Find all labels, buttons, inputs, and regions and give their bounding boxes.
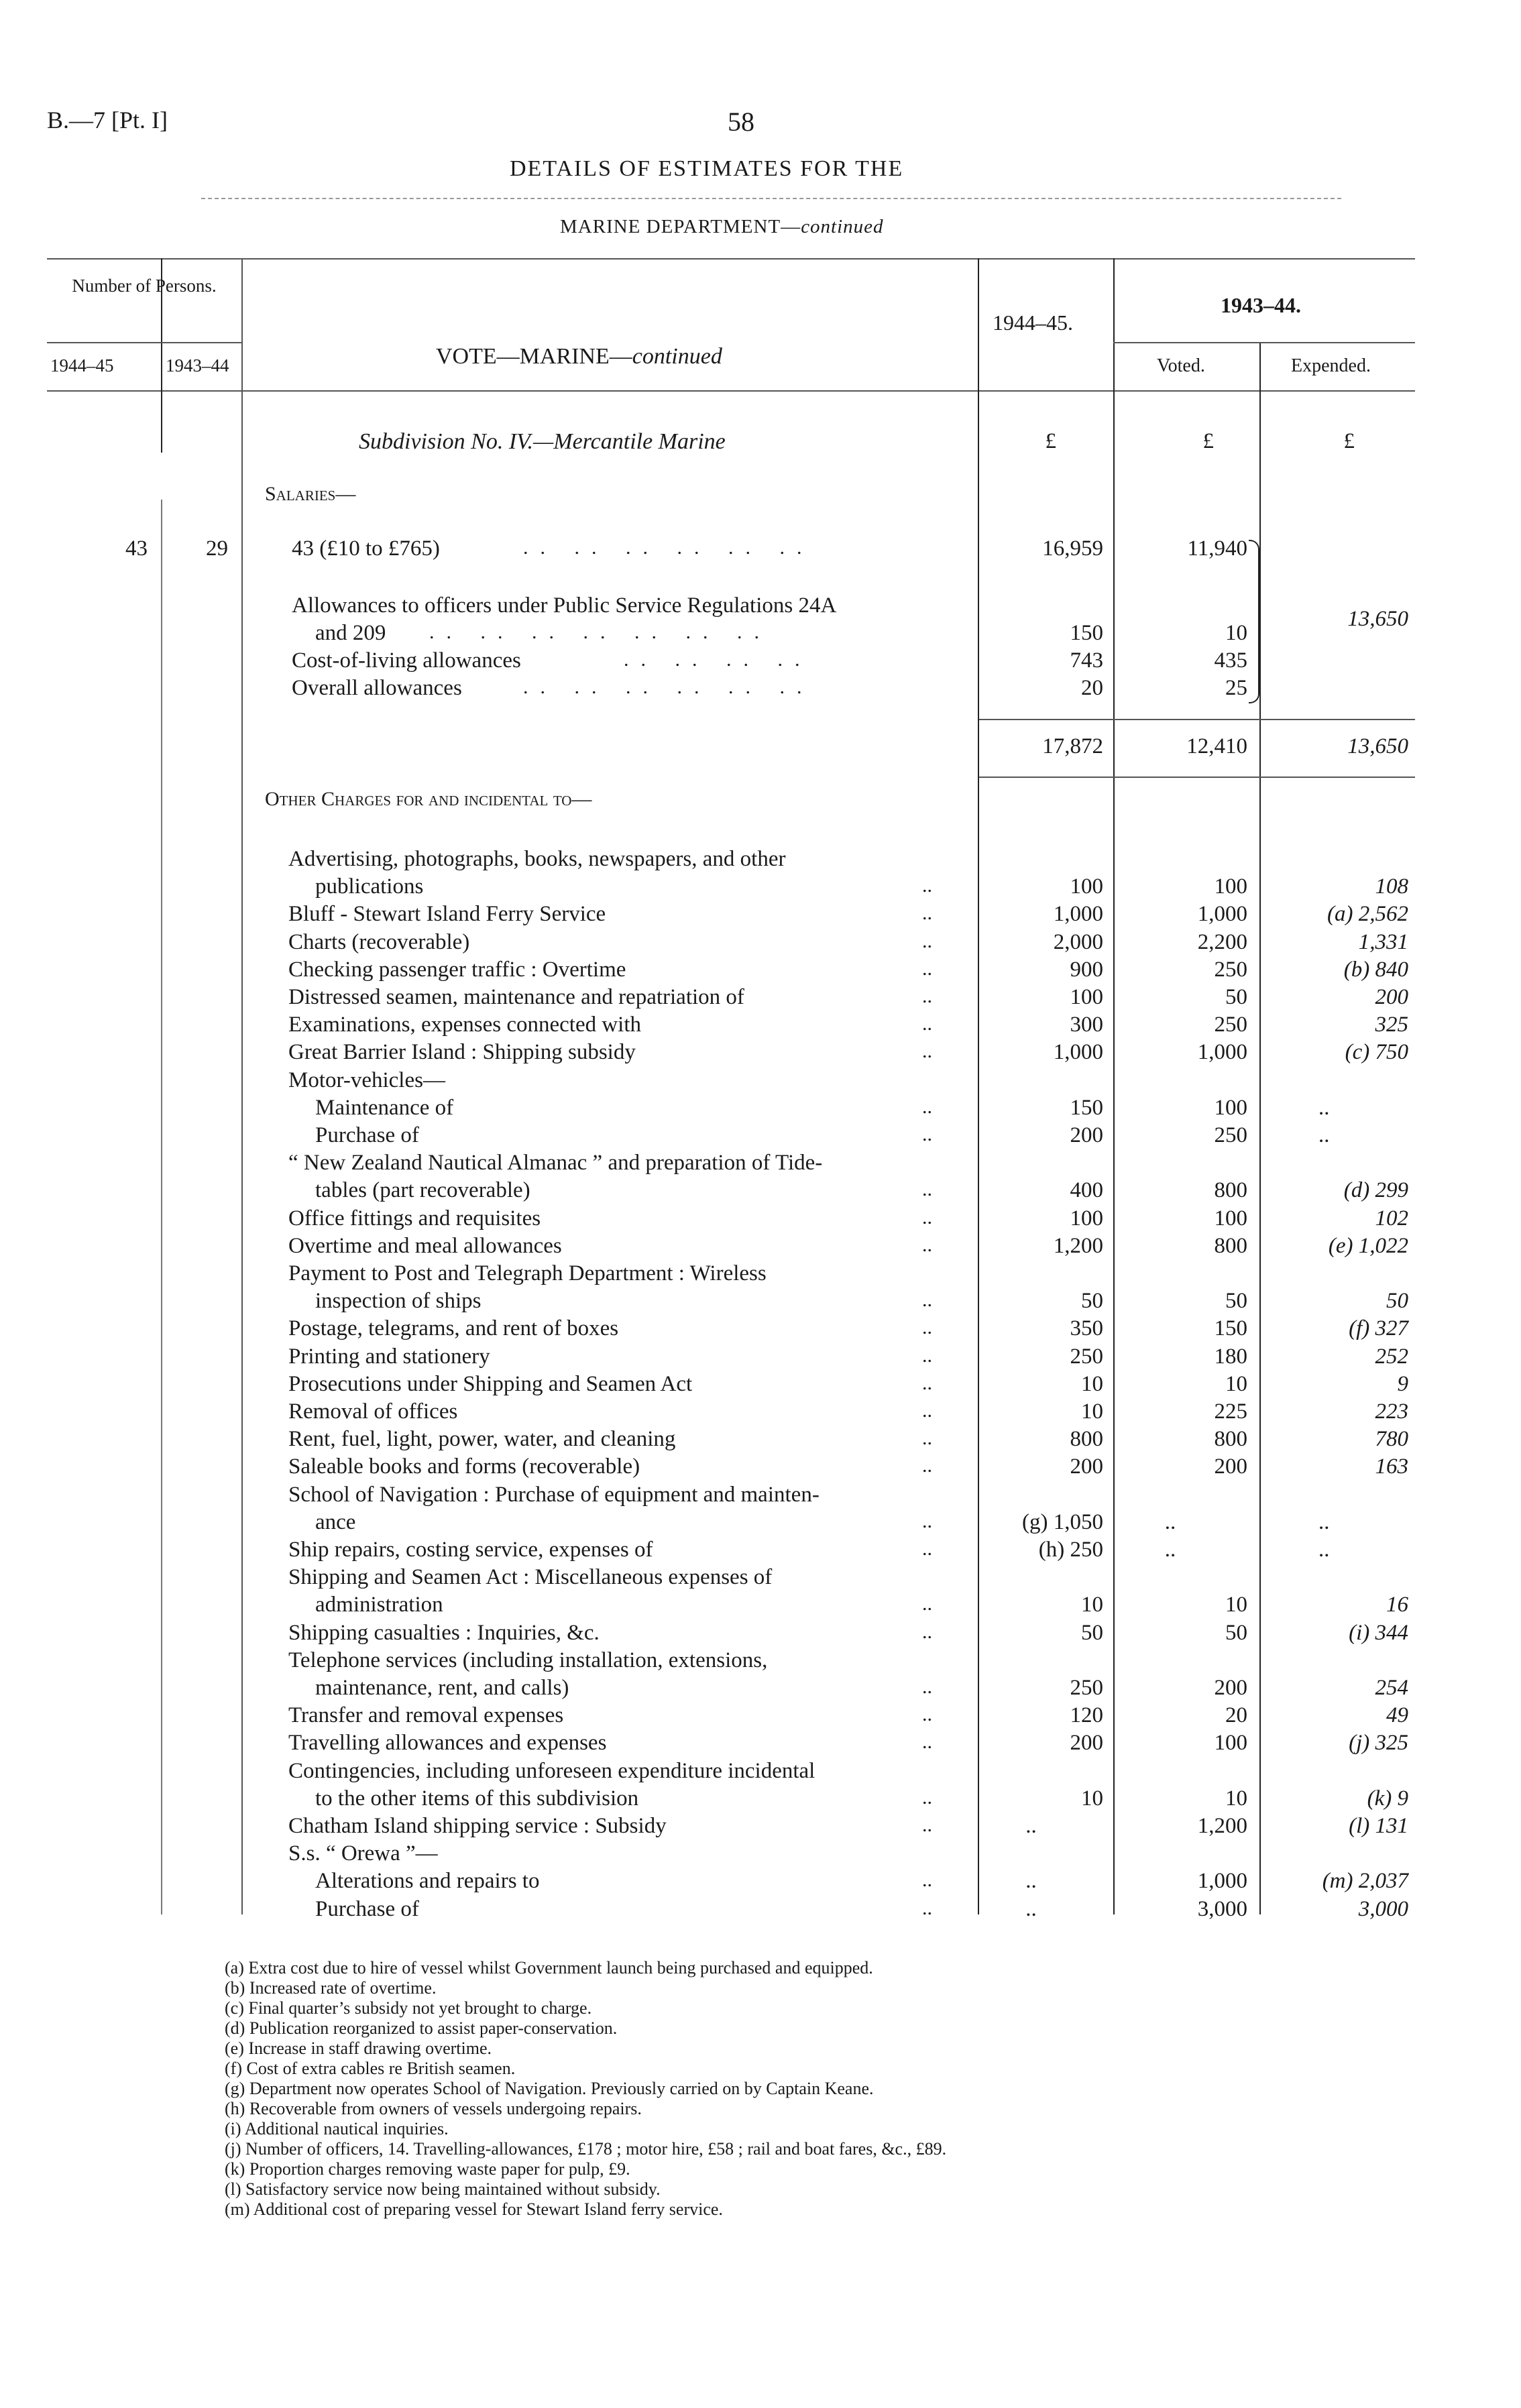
- item-label: administration: [315, 1593, 443, 1617]
- item-expended-value: ..: [1318, 1538, 1331, 1562]
- leader-dots: ..: [922, 1371, 932, 1394]
- item-label: Ship repairs, costing service, expenses of: [288, 1538, 653, 1562]
- item-1944-value: 900: [1070, 957, 1103, 982]
- item-expended-value: (d) 299: [1343, 1178, 1408, 1203]
- item-expended-value: 254: [1375, 1676, 1408, 1700]
- item-expended-value: 16: [1386, 1593, 1408, 1617]
- currency-expended: £: [1343, 429, 1355, 453]
- item-expended-value: 50: [1386, 1289, 1408, 1314]
- allowances-1944: 150: [1070, 621, 1103, 645]
- item-expended-value: 49: [1386, 1703, 1408, 1728]
- item-voted-value: 100: [1214, 1095, 1247, 1120]
- item-label: tables (part recoverable): [315, 1178, 530, 1203]
- item-1944-value: 10: [1081, 1399, 1103, 1424]
- leader-dots: ..: [922, 1399, 932, 1422]
- item-1944-value: 100: [1070, 874, 1103, 899]
- footnote: (e) Increase in staff drawing overtime.: [225, 2039, 492, 2058]
- leader-dots: ..: [922, 1509, 932, 1532]
- item-expended-value: (b) 840: [1343, 957, 1408, 982]
- leader-dots: ..: [922, 1233, 932, 1256]
- footnote: (j) Number of officers, 14. Travelling-allowances, £178 ; motor hire, £58 ; rail and boat fares, &c., £89.: [225, 2139, 947, 2159]
- cost-of-living-1944: 743: [1070, 648, 1103, 673]
- item-label: Maintenance of: [315, 1095, 454, 1120]
- item-label: Postage, telegrams, and rent of boxes: [288, 1316, 619, 1341]
- item-voted-value: 100: [1214, 874, 1247, 899]
- footnote: (k) Proportion charges removing waste paper for pulp, £9.: [225, 2159, 630, 2179]
- item-1944-value: 250: [1070, 1676, 1103, 1700]
- header-top-rule: [47, 258, 1415, 260]
- leader-dots: ..: [922, 1786, 932, 1809]
- item-voted-value: 180: [1214, 1344, 1247, 1369]
- item-1944-value: 300: [1070, 1013, 1103, 1037]
- year-sub-rule: [1113, 342, 1415, 343]
- item-expended-value: 163: [1375, 1454, 1408, 1479]
- salaries-main-voted: 11,940: [1187, 536, 1247, 561]
- item-voted-value: 1,000: [1197, 902, 1247, 927]
- item-1944-value: 120: [1070, 1703, 1103, 1728]
- item-expended-value: ..: [1318, 1509, 1331, 1534]
- item-label-prefix: Telephone services (including installation, extensions,: [288, 1648, 768, 1672]
- leader-dots: ..: [922, 1703, 932, 1726]
- leader-dots: ..: [922, 1344, 932, 1367]
- item-expended-value: (i) 344: [1349, 1620, 1408, 1645]
- leader-dots: ..: [922, 1896, 932, 1919]
- item-1944-value: ..: [1025, 1869, 1037, 1894]
- item-expended-value: 223: [1375, 1399, 1408, 1424]
- allowances-label-1: Allowances to officers under Public Service Regulations 24A: [292, 593, 837, 618]
- item-label-prefix: Shipping and Seamen Act : Miscellaneous expenses of: [288, 1565, 773, 1590]
- item-expended-value: 9: [1397, 1371, 1408, 1396]
- footnote: (g) Department now operates School of Navigation. Previously carried on by Captain Keane.: [225, 2079, 874, 2098]
- item-label-prefix: Payment to Post and Telegraph Department : Wireless: [288, 1261, 767, 1285]
- footnote: (c) Final quarter’s subsidy not yet brought to charge.: [225, 1998, 592, 2018]
- leader-dots: ..: [922, 1095, 932, 1118]
- item-label-prefix: School of Navigation : Purchase of equipment and mainten-: [288, 1482, 820, 1507]
- expended-heading: Expended.: [1291, 355, 1371, 376]
- leader-dots: ..: [922, 1206, 932, 1228]
- item-expended-value: (a) 2,562: [1327, 902, 1408, 927]
- leader-dots: ..: [922, 1289, 932, 1312]
- leader-dots: ..: [922, 902, 932, 925]
- item-label: Purchase of: [315, 1896, 419, 1921]
- other-charges-heading: Other Charges for and incidental to—: [265, 788, 592, 810]
- item-expended-value: 102: [1375, 1206, 1408, 1230]
- persons-col-1944: 1944–45: [50, 355, 114, 376]
- col-1944-divider: [978, 258, 979, 1914]
- persons-divider-lower: [161, 500, 162, 1914]
- leader-dots: ..: [922, 1620, 932, 1643]
- item-label: Removal of offices: [288, 1399, 458, 1424]
- item-1944-value: 200: [1070, 1123, 1103, 1147]
- item-label: Overtime and meal allowances: [288, 1233, 562, 1258]
- persons-sub-rule: [47, 342, 241, 343]
- page-number: 58: [728, 107, 754, 137]
- item-voted-value: 2,200: [1197, 929, 1247, 954]
- cost-of-living-label: Cost-of-living allowances: [292, 648, 521, 673]
- item-label: Distressed seamen, maintenance and repatriation of: [288, 985, 744, 1009]
- document-reference: B.—7 [Pt. I]: [47, 107, 168, 133]
- item-label-prefix: S.s. “ Orewa ”—: [288, 1841, 438, 1866]
- item-1944-value: 250: [1070, 1344, 1103, 1369]
- item-expended-value: 1,331: [1358, 929, 1408, 954]
- item-1944-value: 50: [1081, 1289, 1103, 1314]
- item-label: Printing and stationery: [288, 1344, 490, 1369]
- title-rule: [201, 198, 1341, 199]
- item-label: Transfer and removal expenses: [288, 1703, 564, 1728]
- cost-of-living-voted: 435: [1214, 648, 1247, 673]
- grouping-brace: [1249, 540, 1259, 703]
- item-1944-value: 150: [1070, 1095, 1103, 1120]
- department-heading: MARINE DEPARTMENT—continued: [560, 216, 884, 237]
- item-voted-value: 1,000: [1197, 1040, 1247, 1065]
- item-expended-value: (m) 2,037: [1322, 1869, 1408, 1894]
- item-label: maintenance, rent, and calls): [315, 1676, 569, 1700]
- salaries-heading: Salaries—: [265, 483, 356, 505]
- item-label-prefix: Advertising, photographs, books, newspapers, and other: [288, 847, 786, 871]
- item-expended-value: (f) 327: [1349, 1316, 1408, 1341]
- leader-dots: ..: [922, 1538, 932, 1560]
- item-expended-value: ..: [1318, 1123, 1331, 1147]
- footnote: (h) Recoverable from owners of vessels undergoing repairs.: [225, 2099, 642, 2118]
- item-1944-value: ..: [1025, 1896, 1037, 1921]
- item-1944-value: (g) 1,050: [1022, 1509, 1103, 1534]
- leader-dots: ..: [922, 1676, 932, 1698]
- item-1944-value: (h) 250: [1038, 1538, 1103, 1562]
- leader-dots: ..: [922, 1123, 932, 1145]
- item-1944-value: 1,000: [1053, 1040, 1103, 1065]
- footnote: (b) Increased rate of overtime.: [225, 1978, 437, 1998]
- leader-dots: ..: [922, 1814, 932, 1836]
- item-expended-value: (l) 131: [1349, 1814, 1408, 1838]
- item-label: Prosecutions under Shipping and Seamen Act: [288, 1371, 693, 1396]
- subtotal-rule-bottom: [979, 777, 1415, 778]
- item-voted-value: 225: [1214, 1399, 1247, 1424]
- year-1943-heading: 1943–44.: [1221, 293, 1301, 317]
- leader-dots: ..: [922, 1013, 932, 1035]
- footnote: (d) Publication reorganized to assist paper-conservation.: [225, 2018, 618, 2038]
- footnote: (a) Extra cost due to hire of vessel whilst Government launch being purchased and equipped.: [225, 1958, 873, 1977]
- item-1944-value: 100: [1070, 1206, 1103, 1230]
- item-label-prefix: Contingencies, including unforeseen expenditure incidental: [288, 1758, 815, 1783]
- leader-dots: .. .. .. ..: [624, 648, 812, 671]
- item-expended-value: (j) 325: [1349, 1731, 1408, 1756]
- leader-dots: ..: [922, 1731, 932, 1754]
- overall-allowances-voted: 25: [1225, 676, 1247, 700]
- item-expended-value: 780: [1375, 1427, 1408, 1452]
- item-voted-value: 150: [1214, 1316, 1247, 1341]
- item-voted-value: 800: [1214, 1178, 1247, 1203]
- item-label: Checking passenger traffic : Overtime: [288, 957, 626, 982]
- leader-dots: ..: [922, 1316, 932, 1339]
- item-voted-value: 50: [1225, 1620, 1247, 1645]
- salaries-total-expended: 13,650: [1347, 734, 1408, 758]
- item-label: Alterations and repairs to: [315, 1869, 540, 1894]
- item-label: Chatham Island shipping service : Subsidy: [288, 1814, 667, 1838]
- item-expended-value: ..: [1318, 1095, 1331, 1120]
- persons-heading: Number of Persons.: [72, 276, 217, 296]
- item-label: Bluff - Stewart Island Ferry Service: [288, 902, 606, 927]
- item-label-prefix: “ New Zealand Nautical Almanac ” and preparation of Tide-: [288, 1151, 823, 1176]
- item-voted-value: 250: [1214, 957, 1247, 982]
- subdivision-title: Subdivision No. IV.—Mercantile Marine: [359, 429, 726, 454]
- leader-dots: ..: [922, 957, 932, 980]
- item-1944-value: 800: [1070, 1427, 1103, 1452]
- item-voted-value: 200: [1214, 1676, 1247, 1700]
- item-1944-value: 2,000: [1053, 929, 1103, 954]
- item-label-prefix: Motor-vehicles—: [288, 1068, 445, 1092]
- item-voted-value: 100: [1214, 1206, 1247, 1230]
- item-1944-value: 10: [1081, 1593, 1103, 1617]
- salaries-total-voted: 12,410: [1186, 734, 1247, 758]
- col-voted-divider: [1113, 258, 1115, 1914]
- leader-dots: ..: [922, 985, 932, 1007]
- item-label: Examinations, expenses connected with: [288, 1013, 642, 1037]
- item-expended-value: 325: [1375, 1013, 1408, 1037]
- item-voted-value: 10: [1225, 1786, 1247, 1811]
- item-label: Rent, fuel, light, power, water, and cleaning: [288, 1427, 676, 1452]
- persons-1943-value: 29: [206, 536, 228, 561]
- item-label: Great Barrier Island : Shipping subsidy: [288, 1040, 636, 1065]
- page-title: DETAILS OF ESTIMATES FOR THE: [510, 156, 904, 181]
- item-1944-value: 200: [1070, 1454, 1103, 1479]
- overall-allowances-label: Overall allowances: [292, 676, 462, 700]
- footnote: (m) Additional cost of preparing vessel for Stewart Island ferry service.: [225, 2199, 723, 2219]
- item-1944-value: ..: [1025, 1814, 1037, 1838]
- item-1944-value: 50: [1081, 1620, 1103, 1645]
- item-voted-value: ..: [1164, 1538, 1176, 1562]
- leader-dots: ..: [922, 1427, 932, 1450]
- item-label: Office fittings and requisites: [288, 1206, 541, 1230]
- salaries-main-1944: 16,959: [1042, 536, 1103, 561]
- leader-dots: ..: [922, 1454, 932, 1477]
- salaries-expended-grouped: 13,650: [1347, 607, 1408, 631]
- item-voted-value: 10: [1225, 1371, 1247, 1396]
- item-label: Travelling allowances and expenses: [288, 1731, 607, 1756]
- item-voted-value: 50: [1225, 1289, 1247, 1314]
- salaries-total-1944: 17,872: [1042, 734, 1103, 758]
- leader-dots: ..: [922, 1040, 932, 1063]
- overall-allowances-1944: 20: [1081, 676, 1103, 700]
- currency-1944: £: [1045, 429, 1056, 453]
- footnote: (i) Additional nautical inquiries.: [225, 2119, 449, 2138]
- allowances-label-2: and 209: [315, 621, 386, 645]
- item-1944-value: 10: [1081, 1786, 1103, 1811]
- leader-dots: ..: [922, 929, 932, 952]
- item-voted-value: 20: [1225, 1703, 1247, 1728]
- item-voted-value: 800: [1214, 1233, 1247, 1258]
- item-expended-value: 108: [1375, 874, 1408, 899]
- item-voted-value: 800: [1214, 1427, 1247, 1452]
- item-voted-value: 50: [1225, 985, 1247, 1009]
- item-1944-value: 1,200: [1053, 1233, 1103, 1258]
- item-voted-value: 1,000: [1197, 1869, 1247, 1894]
- item-1944-value: 200: [1070, 1731, 1103, 1756]
- item-label: Shipping casualties : Inquiries, &c.: [288, 1620, 600, 1645]
- leader-dots: ..: [922, 1178, 932, 1201]
- leader-dots: .. .. .. .. .. .. ..: [429, 621, 771, 643]
- voted-heading: Voted.: [1157, 355, 1205, 376]
- vote-heading: VOTE—MARINE—continued: [436, 344, 722, 369]
- leader-dots: .. .. .. .. .. ..: [523, 676, 814, 698]
- currency-voted: £: [1202, 429, 1214, 453]
- item-1944-value: 100: [1070, 985, 1103, 1009]
- leader-dots: ..: [922, 1869, 932, 1892]
- leader-dots: ..: [922, 1593, 932, 1615]
- item-voted-value: 1,200: [1197, 1814, 1247, 1838]
- item-1944-value: 350: [1070, 1316, 1103, 1341]
- item-expended-value: (c) 750: [1345, 1040, 1408, 1065]
- persons-col-1943: 1943–44: [166, 355, 229, 376]
- item-expended-value: 200: [1375, 985, 1408, 1009]
- item-label: Purchase of: [315, 1123, 419, 1147]
- item-label: publications: [315, 874, 424, 899]
- footnote: (f) Cost of extra cables re British seamen.: [225, 2059, 516, 2078]
- item-label: ance: [315, 1509, 356, 1534]
- footnote: (l) Satisfactory service now being maintained without subsidy.: [225, 2179, 661, 2199]
- item-label: to the other items of this subdivision: [315, 1786, 639, 1811]
- item-1944-value: 1,000: [1053, 902, 1103, 927]
- item-voted-value: 100: [1214, 1731, 1247, 1756]
- year-1944-heading: 1944–45.: [993, 310, 1073, 335]
- item-expended-value: 3,000: [1358, 1896, 1408, 1921]
- item-1944-value: 10: [1081, 1371, 1103, 1396]
- leader-dots: .. .. .. .. .. ..: [523, 536, 814, 559]
- item-voted-value: 200: [1214, 1454, 1247, 1479]
- item-voted-value: 250: [1214, 1013, 1247, 1037]
- item-expended-value: (k) 9: [1367, 1786, 1408, 1811]
- subtotal-rule-top: [979, 719, 1415, 720]
- item-expended-value: 252: [1375, 1344, 1408, 1369]
- persons-1944-value: 43: [125, 536, 148, 561]
- salaries-main-label: 43 (£10 to £765): [292, 536, 440, 561]
- item-voted-value: 250: [1214, 1123, 1247, 1147]
- item-1944-value: 400: [1070, 1178, 1103, 1203]
- header-bottom-rule: [47, 390, 1415, 392]
- item-voted-value: 3,000: [1197, 1896, 1247, 1921]
- label-divider: [241, 258, 243, 1914]
- allowances-voted: 10: [1225, 621, 1247, 645]
- item-voted-value: 10: [1225, 1593, 1247, 1617]
- item-label: Charts (recoverable): [288, 929, 470, 954]
- item-expended-value: (e) 1,022: [1328, 1233, 1408, 1258]
- item-label: Saleable books and forms (recoverable): [288, 1454, 640, 1479]
- item-voted-value: ..: [1164, 1509, 1176, 1534]
- leader-dots: ..: [922, 874, 932, 897]
- item-label: inspection of ships: [315, 1289, 482, 1314]
